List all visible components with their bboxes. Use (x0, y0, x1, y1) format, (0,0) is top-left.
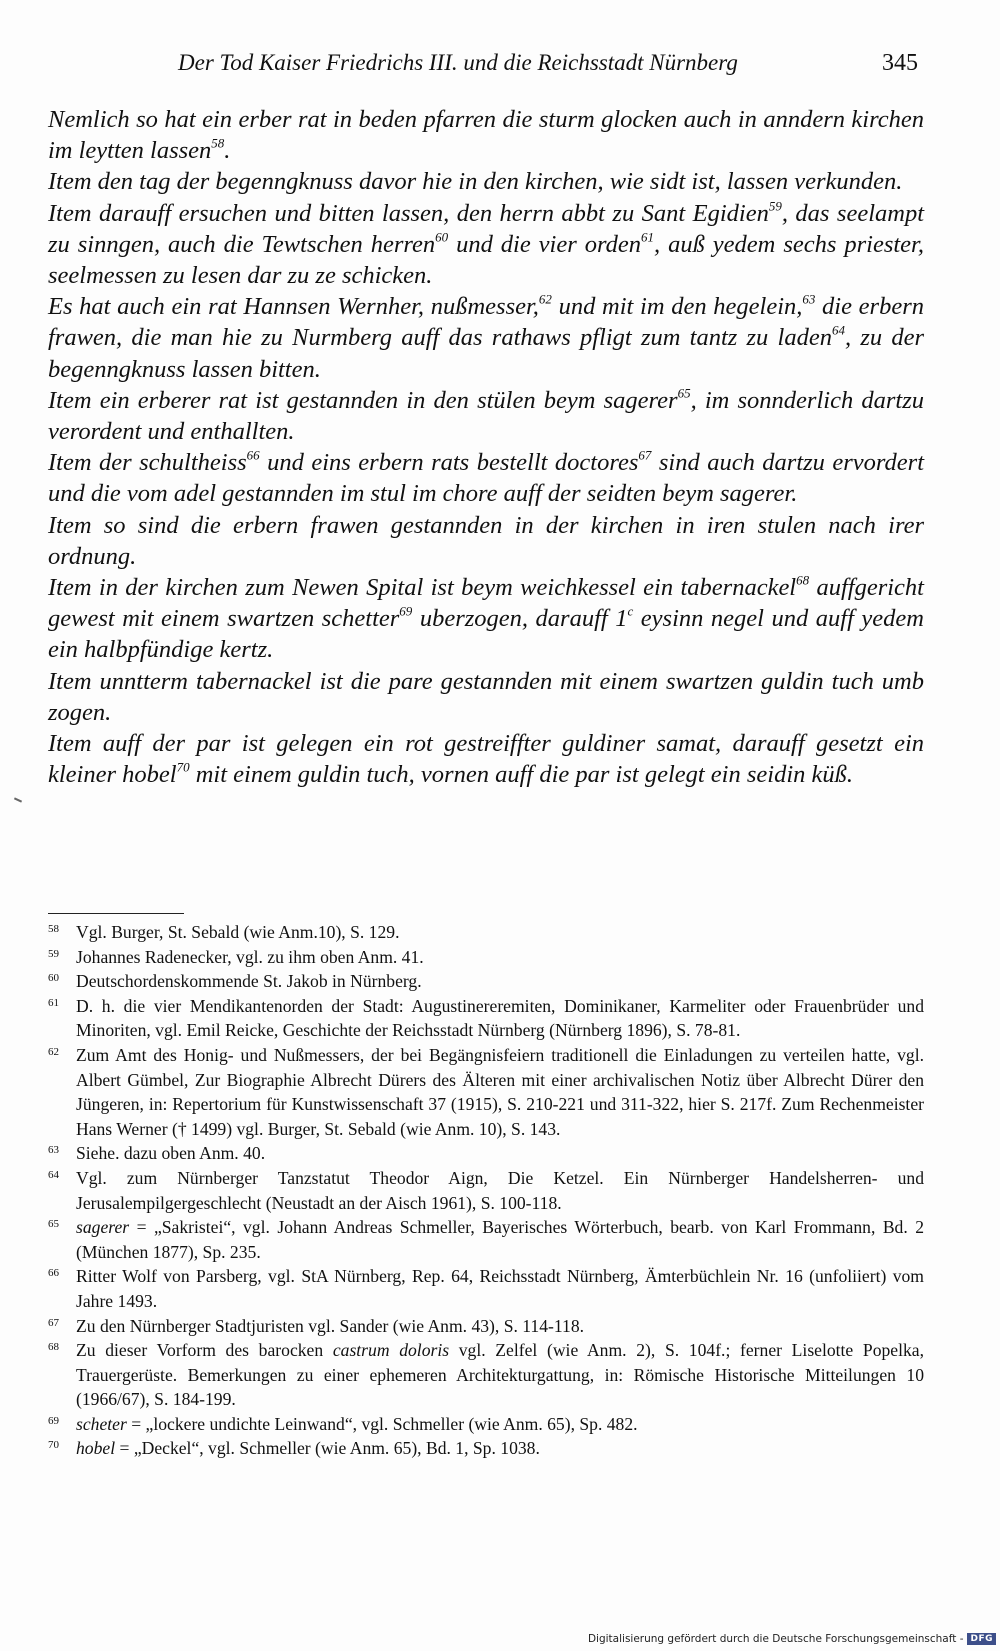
note-reference: 67 (638, 447, 652, 463)
paragraph-text: Item den tag der begenngknuss davor hie in den kirchen, wie sidt ist, lassen verkunden. (48, 168, 903, 196)
footnote-number: 66 (48, 1267, 59, 1280)
paragraph-text: mit einem guldin tuch, vornen auff die par ist gelegt ein seidin küß. (189, 761, 854, 789)
footnote-number: 65 (48, 1218, 59, 1231)
footnote-number: 69 (48, 1414, 59, 1427)
footnote-number: 64 (48, 1168, 59, 1181)
footnote-number: 60 (48, 972, 59, 985)
margin-mark (14, 797, 22, 802)
body-paragraph (48, 572, 924, 666)
footnote (48, 1314, 924, 1339)
paragraph-text: , zu der begenngknuss lassen bitten. (48, 324, 924, 383)
stamp-text: Digitalisierung gefördert durch die Deutsche Forschungsgemeinschaft - (587, 1633, 964, 1645)
footnote (48, 994, 924, 1043)
paragraph-text: Nemlich so hat ein erber rat in beden pfarren die sturm glocken auch in anndern kirchen im leytten lassen (48, 106, 924, 165)
paragraph-text: Item darauff ersuchen und bitten lassen, den herrn abbt zu Sant Egidien (48, 199, 769, 227)
paragraph-text: , auß yedem sechs priester, seelmessen zu lesen dar zu ze schicken. (48, 230, 924, 290)
body-paragraph (48, 198, 924, 292)
body-paragraph (48, 510, 924, 572)
footnote-text: scheter (76, 1413, 127, 1434)
paragraph-text: und eins erbern rats bestellt doctores (259, 449, 639, 477)
footnote-text: castrum doloris (332, 1340, 450, 1361)
footnote-number: 61 (48, 996, 59, 1009)
body-paragraph (48, 291, 924, 385)
footnote-text: sagerer (76, 1217, 130, 1238)
page-number: 345 (882, 50, 918, 76)
paragraph-text: die erbern frawen, die man hie zu Nurmberg auff das rathaws pfligt zum tantz zu laden (48, 293, 924, 352)
body-paragraph (48, 728, 924, 790)
paragraph-text: , im sonnderlich dartzu verordent und enthallten. (48, 386, 924, 446)
note-reference: 62 (538, 291, 552, 307)
body-paragraph (48, 666, 924, 728)
footnote-text: Siehe. dazu oben Anm. 40. (76, 1143, 266, 1164)
note-reference: 66 (246, 447, 260, 463)
footnote-rule (48, 913, 184, 914)
paragraph-text: . (224, 137, 231, 165)
digitization-stamp (588, 1630, 996, 1648)
footnote-text: Vgl. Burger, St. Sebald (wie Anm.10), S. 129. (76, 922, 400, 942)
paragraph-text: Item auff der par ist gelegen ein rot gestreiffter guldiner samat, darauff gesetzt ein kleiner hobel (48, 730, 924, 789)
note-reference: 59 (768, 198, 782, 214)
footnote-number: 59 (48, 947, 59, 960)
paragraph-text: Item unntterm tabernackel ist die pare gestannden mit einem swartzen guldin tuch umb zogen. (48, 667, 924, 726)
paragraph-text: Es hat auch ein rat Hannsen Wernher, nußmesser, (48, 293, 539, 321)
footnote-text: Ritter Wolf von Parsberg, vgl. StA Nürnberg, Rep. 64, Reichsstadt Nürnberg, Ämterbüchlein Nr. 16 (unfoliiert) vom Jahre 1493. (76, 1266, 924, 1311)
paragraph-text: Item in der kirchen zum Newen Spital ist beym weichkessel ein tabernackel (48, 574, 797, 602)
footnote (48, 1338, 924, 1412)
body-paragraph (48, 104, 924, 166)
footnote-number: 58 (48, 923, 59, 935)
footnote-text: Vgl. zum Nürnberger Tanzstatut Theodor Aign, Die Ketzel. Ein Nürnberger Handelsherren- und Jerusalempilgergeschlecht (Neustadt an der Aisch 1961), S. 100-118. (76, 1167, 924, 1213)
footnote-number: 63 (48, 1144, 59, 1157)
footnote-number: 62 (48, 1045, 59, 1058)
paragraph-text: auffgericht gewest mit einem swartzen schetter (48, 574, 924, 633)
paragraph-text: Item der schultheiss (48, 449, 247, 477)
footnote-text: = „Deckel“, vgl. Schmeller (wie Anm. 65), Bd. 1, Sp. 1038. (115, 1438, 540, 1459)
note-reference: 58 (211, 135, 225, 151)
paragraph-text: Item ein erberer rat ist gestannden in den stülen beym sagerer (48, 386, 678, 414)
footnote (48, 1141, 924, 1166)
footnote-text: Deutschordenskommende St. Jakob in Nürnberg. (76, 971, 422, 992)
footnote-text: hobel (76, 1438, 116, 1459)
note-reference: 63 (802, 291, 816, 307)
dfg-logo: DFG (967, 1633, 996, 1645)
footnotes (48, 920, 924, 1461)
footnote-text: D. h. die vier Mendikantenorden der Stadt: Augustinereremiten, Dominikaner, Karmeliter oder Frauenbrüder und Minoriten, vgl. Emil Reicke, Geschichte der Reichsstadt Nürnberg (Nürnberg 1896), S. 78-81. (76, 995, 924, 1041)
footnote-text: Zu dieser Vorform des barocken (76, 1340, 333, 1361)
main-text (48, 104, 924, 790)
footnote (48, 969, 924, 994)
footnote-text: vgl. Zelfel (wie Anm. 2), S. 104f.; ferner Liselotte Popelka, Trauergerüste. Bemerkungen zu einer ephemeren Architekturgattung, in: Römische Historische Mitteilungen 10 (1966/67), S. 184-199. (76, 1340, 924, 1410)
note-reference: c (627, 603, 634, 619)
note-reference: 68 (796, 572, 810, 588)
footnote (48, 1043, 924, 1141)
footnote-text: Zu den Nürnberger Stadtjuristen vgl. Sander (wie Anm. 43), S. 114-118. (76, 1315, 585, 1336)
note-reference: 65 (677, 385, 691, 401)
footnote (48, 1215, 924, 1264)
note-reference: 64 (831, 323, 845, 339)
note-reference: 69 (399, 603, 413, 619)
note-reference: 70 (176, 759, 190, 775)
footnote-text: Johannes Radenecker, vgl. zu ihm oben Anm. 41. (76, 946, 424, 967)
running-head (178, 50, 918, 86)
body-paragraph (48, 385, 924, 447)
note-reference: 60 (435, 229, 449, 245)
note-reference: 61 (641, 229, 654, 245)
paragraph-text: , das seelampt zu sinngen, auch die Tewtschen herren (48, 199, 924, 258)
footnote-text: Zum Amt des Honig- und Nußmessers, der bei Begängnisfeiern traditionell die Einladungen zu verteilen hatte, vgl. Albert Gümbel, Zur Biographie Albrecht Dürers des Älteren mit einer archivalischen Notiz über Albrecht Dürer den Jüngeren, in: Repertorium für Kunstwissenschaft 37 (1915), S. 210-221 und 311-322, hier S. 217f. Zum Rechenmeister Hans Werner († 1499) vgl. Burger, St. Sebald (wie Anm. 10), S. 143. (76, 1044, 924, 1139)
body-paragraph (48, 166, 924, 197)
paragraph-text: uberzogen, darauff 1 (412, 605, 628, 633)
footnote (48, 1412, 924, 1437)
paragraph-text: Item so sind die erbern frawen gestannden in der kirchen in iren stulen nach irer ordnung. (48, 511, 924, 570)
footnote (48, 1166, 924, 1215)
running-title: Der Tod Kaiser Friedrichs III. und die Reichsstadt Nürnberg (178, 50, 738, 75)
footnote-text: = „Sakristei“, vgl. Johann Andreas Schmeller, Bayerisches Wörterbuch, bearb. von Karl Frommann, Bd. 2 (München 1877), Sp. 235. (76, 1217, 924, 1262)
footnote-number: 68 (48, 1341, 59, 1354)
paragraph-text: und die vier orden (448, 230, 641, 258)
footnote (48, 1436, 924, 1461)
body-paragraph (48, 447, 924, 509)
footnote-text: = „lockere undichte Leinwand“, vgl. Schmeller (wie Anm. 65), Sp. 482. (126, 1413, 638, 1434)
paragraph-text: sind auch dartzu ervordert und die vom adel gestannden im stul im chore auff der seidten beym sagerer. (48, 449, 925, 508)
paragraph-text: eysinn negel und auff yedem ein halbpfündige kertz. (48, 605, 924, 664)
footnote (48, 945, 924, 970)
paragraph-text: und mit im den hegelein, (551, 293, 803, 321)
footnote (48, 920, 924, 945)
footnote (48, 1264, 924, 1313)
footnote-number: 67 (48, 1316, 59, 1329)
footnote-number: 70 (48, 1439, 59, 1452)
